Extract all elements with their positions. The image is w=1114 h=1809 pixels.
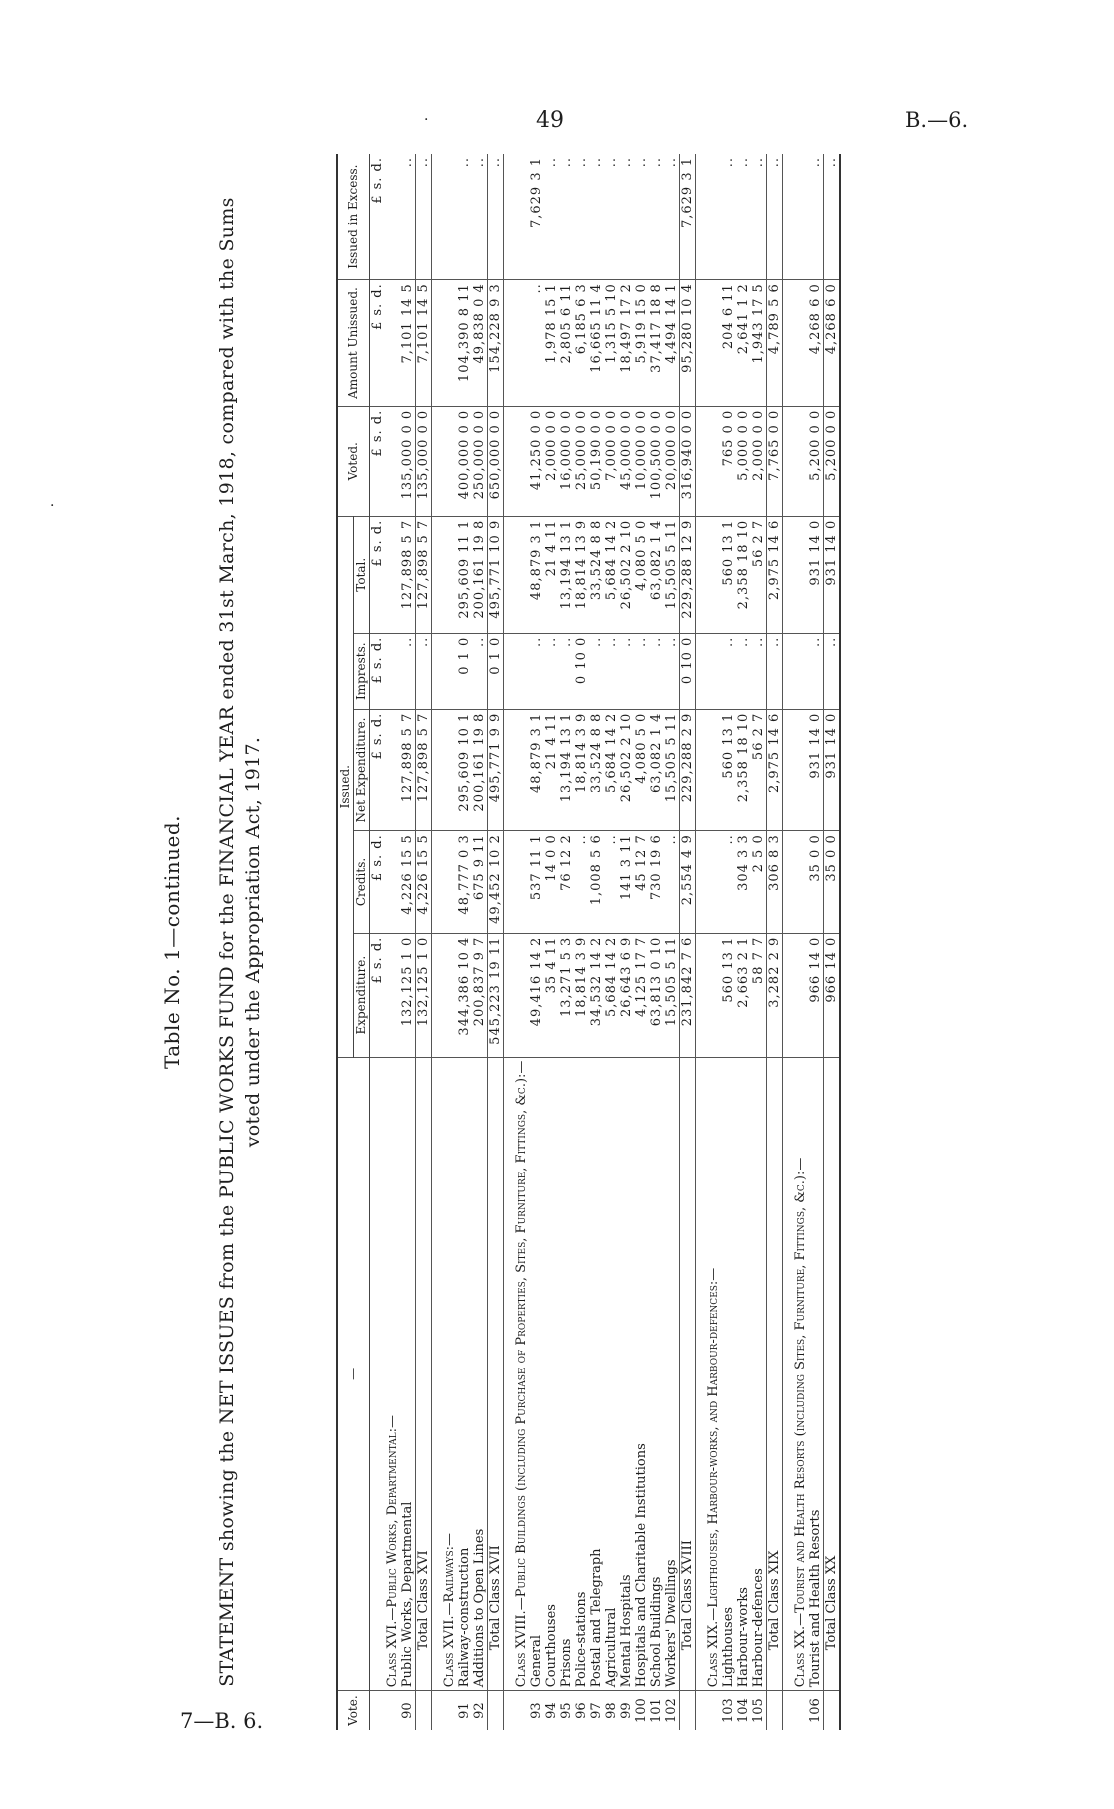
unit-label: £ s. d.	[370, 280, 386, 407]
total-value: 48,879 3 1	[529, 516, 544, 633]
credits-value: ..	[574, 831, 589, 933]
header-vote: Vote.	[337, 1691, 370, 1730]
net-expenditure-value: 127,898 5 7	[400, 709, 416, 831]
credits-total: 35 0 0	[824, 831, 841, 933]
excess-value: ..	[400, 154, 416, 280]
voted-value: 20,000 0 0	[664, 406, 680, 516]
net-expenditure-total: 127,898 5 7	[416, 709, 432, 831]
unissued-total: 4,268 6 0	[824, 280, 841, 407]
voted-value: 25,000 0 0	[574, 406, 589, 516]
header-expenditure: Expenditure.	[354, 933, 370, 1057]
credits-value: ..	[721, 831, 736, 933]
table-row	[529, 154, 544, 1730]
class-heading	[514, 154, 529, 1730]
excess-value: ..	[472, 154, 488, 280]
voted-value: 16,000 0 0	[559, 406, 574, 516]
total-total: 2,975 14 6	[767, 516, 783, 633]
class-heading	[385, 154, 400, 1730]
vote-number: 101	[649, 1698, 664, 1724]
item-name: School Buildings	[649, 1057, 664, 1691]
excess-total: ..	[767, 154, 783, 280]
class-xix-heading: Class XIX.—Lighthouses, Harbour-works, and Harbour-defences:—	[706, 1057, 721, 1691]
table-row	[400, 154, 416, 1730]
voted-value: 45,000 0 0	[619, 406, 634, 516]
total-value: 560 13 1	[721, 516, 736, 633]
credits-value: ..	[604, 831, 619, 933]
net-expenditure-total: 229,288 2 9	[680, 709, 696, 831]
vote-number: 94	[544, 1702, 559, 1719]
unissued-value: 5,919 15 0	[634, 280, 649, 407]
voted-value: 5,200 0 0	[808, 406, 824, 516]
imprests-value: ..	[472, 633, 488, 709]
total-total: 495,771 10 9	[488, 516, 504, 633]
item-name: Prisons	[559, 1057, 574, 1691]
imprests-value: 0 10 0	[574, 633, 589, 709]
class-total-label: Total Class XVII	[488, 1057, 504, 1691]
voted-value: 400,000 0 0	[457, 406, 472, 516]
unissued-value: 204 6 11	[721, 280, 736, 407]
net-expenditure-total: 2,975 14 6	[767, 709, 783, 831]
unissued-value: 18,497 17 2	[619, 280, 634, 407]
print-mark: ·	[50, 498, 55, 514]
unit-label: £ s. d.	[370, 516, 386, 633]
sheet-reference: 7—B. 6.	[180, 1709, 264, 1733]
imprests-total: ..	[767, 633, 783, 709]
credits-total: 49,452 10 2	[488, 831, 504, 933]
unissued-value: ..	[529, 280, 544, 407]
unit-label: £ s. d.	[370, 154, 386, 280]
class-xx-heading: Class XX.—Tourist and Health Resorts (including Sites, Furniture, Fittings, &c.):—	[793, 1057, 808, 1691]
expenditure-value: 132,125 1 0	[400, 933, 416, 1057]
class-heading	[793, 154, 808, 1730]
item-name: Railway-construction	[457, 1057, 472, 1691]
imprests-value: ..	[634, 633, 649, 709]
imprests-value: ..	[589, 633, 604, 709]
expenditure-value: 18,814 3 9	[574, 933, 589, 1057]
unissued-value: 7,101 14 5	[400, 280, 416, 407]
print-mark: ·	[424, 112, 429, 128]
imprests-value: ..	[544, 633, 559, 709]
table-row	[736, 154, 751, 1730]
excess-value: ..	[574, 154, 589, 280]
unissued-total: 95,280 10 4	[680, 280, 696, 407]
item-name: Police-stations	[574, 1057, 589, 1691]
class-total-row	[488, 154, 504, 1730]
table-body	[370, 154, 841, 1730]
expenditure-value: 26,643 6 9	[619, 933, 634, 1057]
imprests-value: ..	[619, 633, 634, 709]
expenditure-value: 2,663 2 1	[736, 933, 751, 1057]
expenditure-total: 132,125 1 0	[416, 933, 432, 1057]
class-total-row	[767, 154, 783, 1730]
class-total-label: Total Class XVIII	[680, 1057, 696, 1691]
header-voted: Voted.	[337, 406, 370, 516]
total-value: 127,898 5 7	[400, 516, 416, 633]
unissued-value: 2,641 1 2	[736, 280, 751, 407]
issues-table	[336, 154, 841, 1730]
vote-number: 97	[589, 1702, 604, 1719]
item-name: Courthouses	[544, 1057, 559, 1691]
table-row	[457, 154, 472, 1730]
table-row	[472, 154, 488, 1730]
total-value: 295,609 11 1	[457, 516, 472, 633]
class-total-label: Total Class XVI	[416, 1057, 432, 1691]
class-xvii-heading: Class XVII.—Railways:—	[442, 1057, 457, 1691]
imprests-total: ..	[824, 633, 841, 709]
excess-value: 7,629 3 1	[529, 154, 544, 280]
net-expenditure-value: 295,609 10 1	[457, 709, 472, 831]
item-name: Mental Hospitals	[619, 1057, 634, 1691]
excess-value: ..	[751, 154, 767, 280]
excess-total: 7,629 3 1	[680, 154, 696, 280]
credits-total: 2,554 4 9	[680, 831, 696, 933]
vote-number: 91	[457, 1702, 472, 1719]
table-row	[559, 154, 574, 1730]
voted-total: 5,200 0 0	[824, 406, 841, 516]
credits-total: 306 8 3	[767, 831, 783, 933]
unit-label: £ s. d.	[370, 933, 386, 1057]
header-amount-unissued: Amount Unissued.	[337, 280, 370, 407]
table-row	[664, 154, 680, 1730]
expenditure-value: 5,684 14 2	[604, 933, 619, 1057]
header-description: —	[337, 1057, 370, 1691]
rotated-statement	[158, 154, 978, 1730]
net-expenditure-total: 931 14 0	[824, 709, 841, 831]
class-xviii-heading: Class XVIII.—Public Buildings (including Purchase of Properties, Sites, Furniture, Fittings, &c.):—	[514, 1057, 529, 1691]
credits-value: 1,008 5 6	[589, 831, 604, 933]
class-total-row	[416, 154, 432, 1730]
total-value: 56 2 7	[751, 516, 767, 633]
net-expenditure-value: 200,161 19 8	[472, 709, 488, 831]
net-expenditure-value: 931 14 0	[808, 709, 824, 831]
voted-value: 2,000 0 0	[544, 406, 559, 516]
vote-number: 102	[664, 1698, 679, 1724]
voted-value: 135,000 0 0	[400, 406, 416, 516]
net-expenditure-value: 2,358 18 10	[736, 709, 751, 831]
total-total: 229,288 12 9	[680, 516, 696, 633]
voted-total: 7,765 0 0	[767, 406, 783, 516]
credits-value: 4,226 15 5	[400, 831, 416, 933]
table-row	[574, 154, 589, 1730]
voted-value: 5,000 0 0	[736, 406, 751, 516]
table-row	[544, 154, 559, 1730]
excess-value: ..	[649, 154, 664, 280]
imprests-value: ..	[736, 633, 751, 709]
total-total: 127,898 5 7	[416, 516, 432, 633]
net-expenditure-value: 56 2 7	[751, 709, 767, 831]
class-xvi-heading: Class XVI.—Public Works, Departmental:—	[385, 1057, 400, 1691]
total-value: 18,814 13 9	[574, 516, 589, 633]
total-value: 15,505 5 11	[664, 516, 680, 633]
class-total-row	[680, 154, 696, 1730]
table-row	[751, 154, 767, 1730]
credits-value: 2 5 0	[751, 831, 767, 933]
unissued-value: 1,943 17 5	[751, 280, 767, 407]
unissued-value: 1,978 15 1	[544, 280, 559, 407]
unit-label: £ s. d.	[370, 406, 386, 516]
unissued-value: 49,838 0 4	[472, 280, 488, 407]
credits-value: 675 9 11	[472, 831, 488, 933]
item-name: Harbour-defences	[751, 1057, 767, 1691]
table-row	[721, 154, 736, 1730]
imprests-value: ..	[529, 633, 544, 709]
expenditure-value: 966 14 0	[808, 933, 824, 1057]
imprests-value: ..	[604, 633, 619, 709]
header-imprests: Imprests.	[354, 633, 370, 709]
header-total: Total.	[354, 516, 370, 633]
item-name: Lighthouses	[721, 1057, 736, 1691]
net-expenditure-value: 63,082 1 4	[649, 709, 664, 831]
item-name: Agricultural	[604, 1057, 619, 1691]
expenditure-value: 344,386 10 4	[457, 933, 472, 1057]
net-expenditure-value: 13,194 13 1	[559, 709, 574, 831]
vote-number: 96	[574, 1702, 589, 1719]
unissued-value: 4,494 14 1	[664, 280, 680, 407]
net-expenditure-value: 5,684 14 2	[604, 709, 619, 831]
unissued-total: 4,789 5 6	[767, 280, 783, 407]
unissued-value: 104,390 8 11	[457, 280, 472, 407]
vote-number: 95	[559, 1702, 574, 1719]
voted-total: 316,940 0 0	[680, 406, 696, 516]
statement-title: STATEMENT showing the NET ISSUES from the PUBLIC WORKS FUND for the FINANCIAL YEAR ended 31st March, 1918, compared with the Sums	[216, 197, 238, 1687]
voted-total: 650,000 0 0	[488, 406, 504, 516]
imprests-total: 0 1 0	[488, 633, 504, 709]
table-row	[634, 154, 649, 1730]
total-value: 200,161 19 8	[472, 516, 488, 633]
excess-total: ..	[416, 154, 432, 280]
total-value: 21 4 11	[544, 516, 559, 633]
excess-value: ..	[544, 154, 559, 280]
excess-value: ..	[559, 154, 574, 280]
header-net-expenditure: Net Expenditure.	[354, 709, 370, 831]
excess-total: ..	[488, 154, 504, 280]
expenditure-value: 35 4 11	[544, 933, 559, 1057]
expenditure-total: 231,842 7 6	[680, 933, 696, 1057]
total-value: 33,524 8 8	[589, 516, 604, 633]
excess-value: ..	[808, 154, 824, 280]
net-expenditure-value: 4,080 5 0	[634, 709, 649, 831]
imprests-value: 0 1 0	[457, 633, 472, 709]
credits-value: 304 3 3	[736, 831, 751, 933]
total-value: 13,194 13 1	[559, 516, 574, 633]
voted-value: 250,000 0 0	[472, 406, 488, 516]
excess-value: ..	[664, 154, 680, 280]
header-credits: Credits.	[354, 831, 370, 933]
voted-value: 7,000 0 0	[604, 406, 619, 516]
expenditure-value: 15,505 5 11	[664, 933, 680, 1057]
credits-value: 141 3 11	[619, 831, 634, 933]
imprests-value: ..	[400, 633, 416, 709]
table-row	[619, 154, 634, 1730]
item-name: Workers' Dwellings	[664, 1057, 680, 1691]
voted-value: 100,500 0 0	[649, 406, 664, 516]
table-label: Table No. 1—continued.	[160, 814, 184, 1070]
unissued-value: 1,315 5 10	[604, 280, 619, 407]
net-expenditure-value: 48,879 3 1	[529, 709, 544, 831]
voted-value: 2,000 0 0	[751, 406, 767, 516]
table-row	[589, 154, 604, 1730]
expenditure-value: 58 7 7	[751, 933, 767, 1057]
credits-value: 48,777 0 3	[457, 831, 472, 933]
table-row	[604, 154, 619, 1730]
imprests-total: 0 10 0	[680, 633, 696, 709]
item-name: Tourist and Health Resorts	[808, 1057, 824, 1691]
credits-value: 35 0 0	[808, 831, 824, 933]
vote-number: 93	[529, 1702, 544, 1719]
unissued-total: 154,228 9 3	[488, 280, 504, 407]
expenditure-value: 4,125 17 7	[634, 933, 649, 1057]
expenditure-value: 560 13 1	[721, 933, 736, 1057]
total-value: 63,082 1 4	[649, 516, 664, 633]
imprests-total: ..	[416, 633, 432, 709]
class-heading	[706, 154, 721, 1730]
header-issued: Issued.	[337, 516, 354, 1057]
unissued-value: 4,268 6 0	[808, 280, 824, 407]
statement-subtitle: voted under the Appropriation Act, 1917.	[242, 736, 264, 1148]
imprests-value: ..	[808, 633, 824, 709]
class-total-label: Total Class XX	[824, 1057, 841, 1691]
voted-value: 765 0 0	[721, 406, 736, 516]
imprests-value: ..	[559, 633, 574, 709]
net-expenditure-total: 495,771 9 9	[488, 709, 504, 831]
voted-total: 135,000 0 0	[416, 406, 432, 516]
table-row	[649, 154, 664, 1730]
total-total: 931 14 0	[824, 516, 841, 633]
voted-value: 50,190 0 0	[589, 406, 604, 516]
unissued-value: 2,805 6 11	[559, 280, 574, 407]
unissued-total: 7,101 14 5	[416, 280, 432, 407]
table-row	[808, 154, 824, 1730]
imprests-value: ..	[751, 633, 767, 709]
imprests-value: ..	[721, 633, 736, 709]
expenditure-value: 63,813 0 10	[649, 933, 664, 1057]
unit-label: £ s. d.	[370, 633, 386, 709]
unit-label: £ s. d.	[370, 709, 386, 831]
unissued-value: 6,185 6 3	[574, 280, 589, 407]
class-total-label: Total Class XIX	[767, 1057, 783, 1691]
net-expenditure-value: 26,502 2 10	[619, 709, 634, 831]
total-value: 4,080 5 0	[634, 516, 649, 633]
net-expenditure-value: 560 13 1	[721, 709, 736, 831]
unissued-value: 37,417 18 8	[649, 280, 664, 407]
expenditure-value: 49,416 14 2	[529, 933, 544, 1057]
net-expenditure-value: 33,524 8 8	[589, 709, 604, 831]
imprests-value: ..	[664, 633, 680, 709]
total-value: 5,684 14 2	[604, 516, 619, 633]
vote-number: 92	[472, 1702, 487, 1719]
item-name: Hospitals and Charitable Institutions	[634, 1057, 649, 1691]
vote-number: 104	[736, 1698, 751, 1724]
vote-number: 103	[721, 1698, 736, 1724]
class-heading	[442, 154, 457, 1730]
page-number: 49	[536, 108, 564, 133]
item-name: Additions to Open Lines	[472, 1057, 488, 1691]
credits-value: 76 12 2	[559, 831, 574, 933]
excess-total: ..	[824, 154, 841, 280]
vote-number: 90	[400, 1702, 415, 1719]
item-name: Harbour-works	[736, 1057, 751, 1691]
item-name: Public Works, Departmental	[400, 1057, 416, 1691]
voted-value: 41,250 0 0	[529, 406, 544, 516]
total-value: 931 14 0	[808, 516, 824, 633]
excess-value: ..	[457, 154, 472, 280]
vote-number: 106	[808, 1698, 823, 1724]
table-titles	[158, 154, 336, 1730]
excess-value: ..	[721, 154, 736, 280]
page-reference: B.—6.	[905, 108, 969, 132]
expenditure-total: 545,223 19 11	[488, 933, 504, 1057]
imprests-value: ..	[649, 633, 664, 709]
expenditure-value: 34,532 14 2	[589, 933, 604, 1057]
credits-value: 45 12 7	[634, 831, 649, 933]
voted-value: 10,000 0 0	[634, 406, 649, 516]
excess-value: ..	[736, 154, 751, 280]
credits-value: 730 19 6	[649, 831, 664, 933]
excess-value: ..	[589, 154, 604, 280]
excess-value: ..	[604, 154, 619, 280]
item-name: General	[529, 1057, 544, 1691]
credits-value: ..	[664, 831, 680, 933]
credits-total: 4,226 15 5	[416, 831, 432, 933]
header-issued-in-excess: Issued in Excess.	[337, 154, 370, 280]
vote-number: 100	[634, 1698, 649, 1724]
vote-number: 105	[751, 1698, 766, 1724]
total-value: 26,502 2 10	[619, 516, 634, 633]
unissued-value: 16,665 11 4	[589, 280, 604, 407]
item-name: Postal and Telegraph	[589, 1057, 604, 1691]
vote-number: 98	[604, 1702, 619, 1719]
credits-value: 537 11 1	[529, 831, 544, 933]
credits-value: 14 0 0	[544, 831, 559, 933]
net-expenditure-value: 21 4 11	[544, 709, 559, 831]
net-expenditure-value: 15,505 5 11	[664, 709, 680, 831]
excess-value: ..	[619, 154, 634, 280]
expenditure-total: 966 14 0	[824, 933, 841, 1057]
expenditure-value: 200,837 9 7	[472, 933, 488, 1057]
expenditure-value: 13,271 5 3	[559, 933, 574, 1057]
unit-label: £ s. d.	[370, 831, 386, 933]
expenditure-total: 3,282 2 9	[767, 933, 783, 1057]
total-value: 2,358 18 10	[736, 516, 751, 633]
net-expenditure-value: 18,814 3 9	[574, 709, 589, 831]
vote-number: 99	[619, 1702, 634, 1719]
excess-value: ..	[634, 154, 649, 280]
class-total-row	[824, 154, 841, 1730]
